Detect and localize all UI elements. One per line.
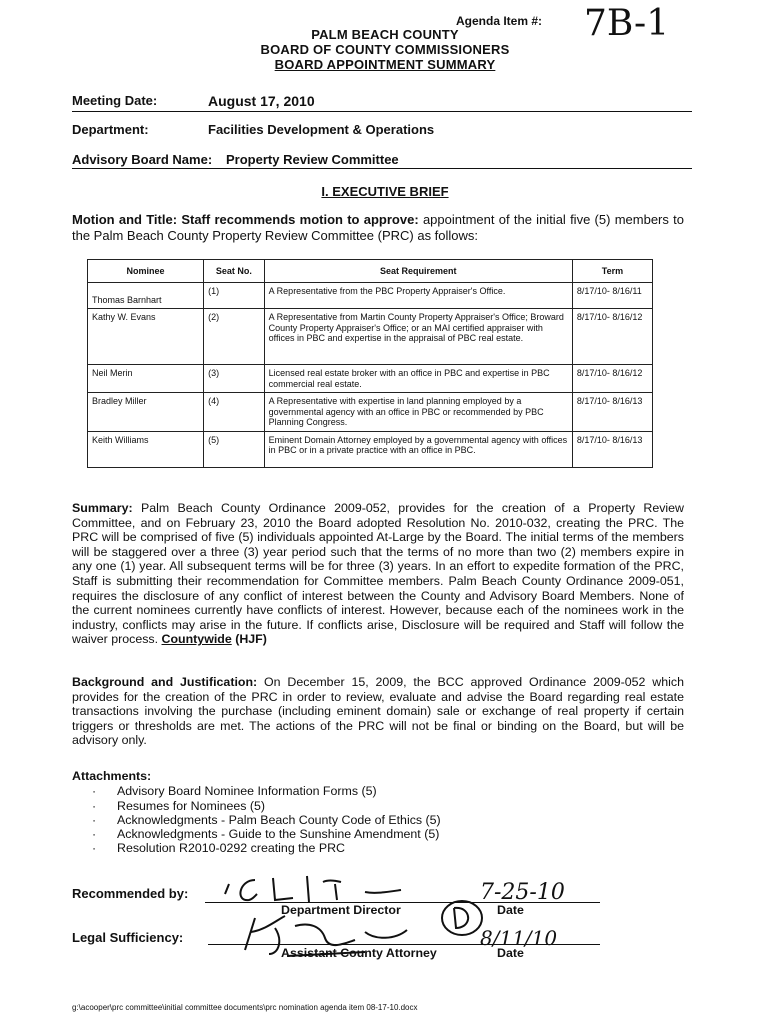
motion-label: Motion and Title: xyxy=(72,212,178,227)
seat-requirement: A Representative with expertise in land planning employed by a governmental agency with an office in PBC or recommended by PBC Planning Congress. xyxy=(264,393,572,432)
seat-number: (1) xyxy=(204,283,265,309)
attachments-label: Attachments: xyxy=(72,769,152,783)
nominee-table xyxy=(87,259,653,468)
summary-title: BOARD APPOINTMENT SUMMARY xyxy=(274,57,496,72)
seat-number: (5) xyxy=(204,431,265,467)
attachment-item: · Advisory Board Nominee Information Forms (5) xyxy=(92,784,377,798)
countywide-label: Countywide xyxy=(161,632,232,647)
legal-sufficiency-label: Legal Sufficiency: xyxy=(72,930,184,945)
advisory-board-name: Property Review Committee xyxy=(226,152,399,167)
nominee-name: Keith Williams xyxy=(88,431,204,467)
seat-number: (3) xyxy=(204,365,265,393)
department-name: Facilities Development & Operations xyxy=(208,122,435,137)
attachment-item: · Resolution R2010-0292 creating the PRC xyxy=(92,841,345,855)
seat-requirement: Licensed real estate broker with an office in PBC and expertise in PBC commercial real estate. xyxy=(264,365,572,393)
section-title: I. EXECUTIVE BRIEF xyxy=(321,184,449,199)
summary-text: Palm Beach County Ordinance 2009-052, provides for the creation of a Property Review Committee, and on February 23, 2010 the Board adopted Resolution No. 2010-032, creating the PRC. The PRC will be comprised of five (5) individuals appointed At-Large by the Board. The initial terms of the members will be staggered over a three (3) year period such that the terms of no more than two (2) members expire in any one (1) year. All subsequent terms will be for three (3) years. In an effort to expedite formation of the PRC, Staff is submitting their recommendation for Committee members. Palm Beach County Ordinance 2009-051, requires the disclosure of any conflict of interest between the County and Advisory Board Members. None of the current nominees currently have conflicts of interest. However, because each of the nominees work in the industry, conflicts may arise in the future. If conflicts arise, Disclosure will be required and Staff will follow the waiver process. xyxy=(72,501,684,647)
motion-text: appointment of the initial five (5) members to the Palm Beach County Property Review Committee (PRC) as follows: xyxy=(72,212,684,243)
department-director-title: Department Director xyxy=(281,903,401,917)
legal-date-label: Date xyxy=(497,946,524,960)
seat-number: (4) xyxy=(204,393,265,432)
background-paragraph xyxy=(72,675,684,748)
nominee-name: Kathy W. Evans xyxy=(88,309,204,365)
summary-initials: (HJF) xyxy=(235,632,267,647)
file-path-footer: g:\acooper\prc committee\initial committee documents\prc nomination agenda item 08-17-10.docx xyxy=(72,1003,418,1012)
attachment-item: · Resumes for Nominees (5) xyxy=(92,799,266,813)
nominee-name: Bradley Miller xyxy=(88,393,204,432)
legal-date: 8/11/10 xyxy=(480,926,558,950)
table-row xyxy=(88,431,653,467)
agenda-item-number: 7B-1 xyxy=(584,3,670,44)
column-header-requirement: Seat Requirement xyxy=(264,260,572,283)
background-label: Background and Justification: xyxy=(72,675,258,689)
assistant-county-attorney-title: Assistant County Attorney xyxy=(281,946,437,960)
term: 8/17/10- 8/16/13 xyxy=(572,431,652,467)
table-row xyxy=(88,365,653,393)
recommended-by-label: Recommended by: xyxy=(72,886,189,901)
meeting-date-label: Meeting Date: xyxy=(72,93,158,108)
agenda-item-label: Agenda Item #: xyxy=(456,14,543,28)
recommended-date-label: Date xyxy=(497,903,524,917)
summary-paragraph xyxy=(72,501,684,647)
attachment-item: · Acknowledgments - Guide to the Sunshine Amendment (5) xyxy=(92,827,440,841)
table-row xyxy=(88,393,653,432)
seat-requirement: Eminent Domain Attorney employed by a governmental agency with offices in PBC or in a private practice with an office in PBC. xyxy=(264,431,572,467)
recommended-date: 7-25-10 xyxy=(480,880,565,905)
nominee-name: Neil Merin xyxy=(88,365,204,393)
motion-bold-text: Staff recommends motion to approve: xyxy=(181,212,419,227)
term: 8/17/10- 8/16/13 xyxy=(572,393,652,432)
summary-label: Summary: xyxy=(72,501,133,515)
nominee-name: Thomas Barnhart xyxy=(88,283,204,309)
term: 8/17/10- 8/16/12 xyxy=(572,309,652,365)
attachment-item: · Acknowledgments - Palm Beach County Code of Ethics (5) xyxy=(92,813,441,827)
column-header-seat: Seat No. xyxy=(204,260,265,283)
seat-number: (2) xyxy=(204,309,265,365)
table-row xyxy=(88,309,653,365)
county-name: PALM BEACH COUNTY xyxy=(311,27,459,42)
meeting-date-rule xyxy=(72,111,692,112)
term: 8/17/10- 8/16/12 xyxy=(572,365,652,393)
term: 8/17/10- 8/16/11 xyxy=(572,283,652,309)
department-label: Department: xyxy=(72,122,149,137)
column-header-nominee: Nominee xyxy=(88,260,204,283)
advisory-board-rule xyxy=(72,168,692,169)
table-header-row xyxy=(88,260,653,283)
advisory-board-label: Advisory Board Name: xyxy=(72,152,213,167)
board-name: BOARD OF COUNTY COMMISSIONERS xyxy=(260,42,510,57)
column-header-term: Term xyxy=(572,260,652,283)
seat-requirement: A Representative from the PBC Property Appraiser's Office. xyxy=(264,283,572,309)
meeting-date: August 17, 2010 xyxy=(208,93,315,109)
table-row xyxy=(88,283,653,309)
motion-paragraph xyxy=(72,212,684,244)
background-text: On December 15, 2009, the BCC approved Ordinance 2009-052 which provides for the creation of the PRC in order to review, evaluate and advise the Board regarding real estate transactions involving the purchase (including eminent domain) sale or exchange of real property if certain triggers or thresholds are met. The actions of the PRC will not be final or binding on the Board, but will be advisory only. xyxy=(72,675,684,748)
seat-requirement: A Representative from Martin County Property Appraiser's Office; Broward County Property Appraiser's Office; or an MAI certified appraiser with offices in PBC and expertise in the appraisal of PBC real estate. xyxy=(264,309,572,365)
